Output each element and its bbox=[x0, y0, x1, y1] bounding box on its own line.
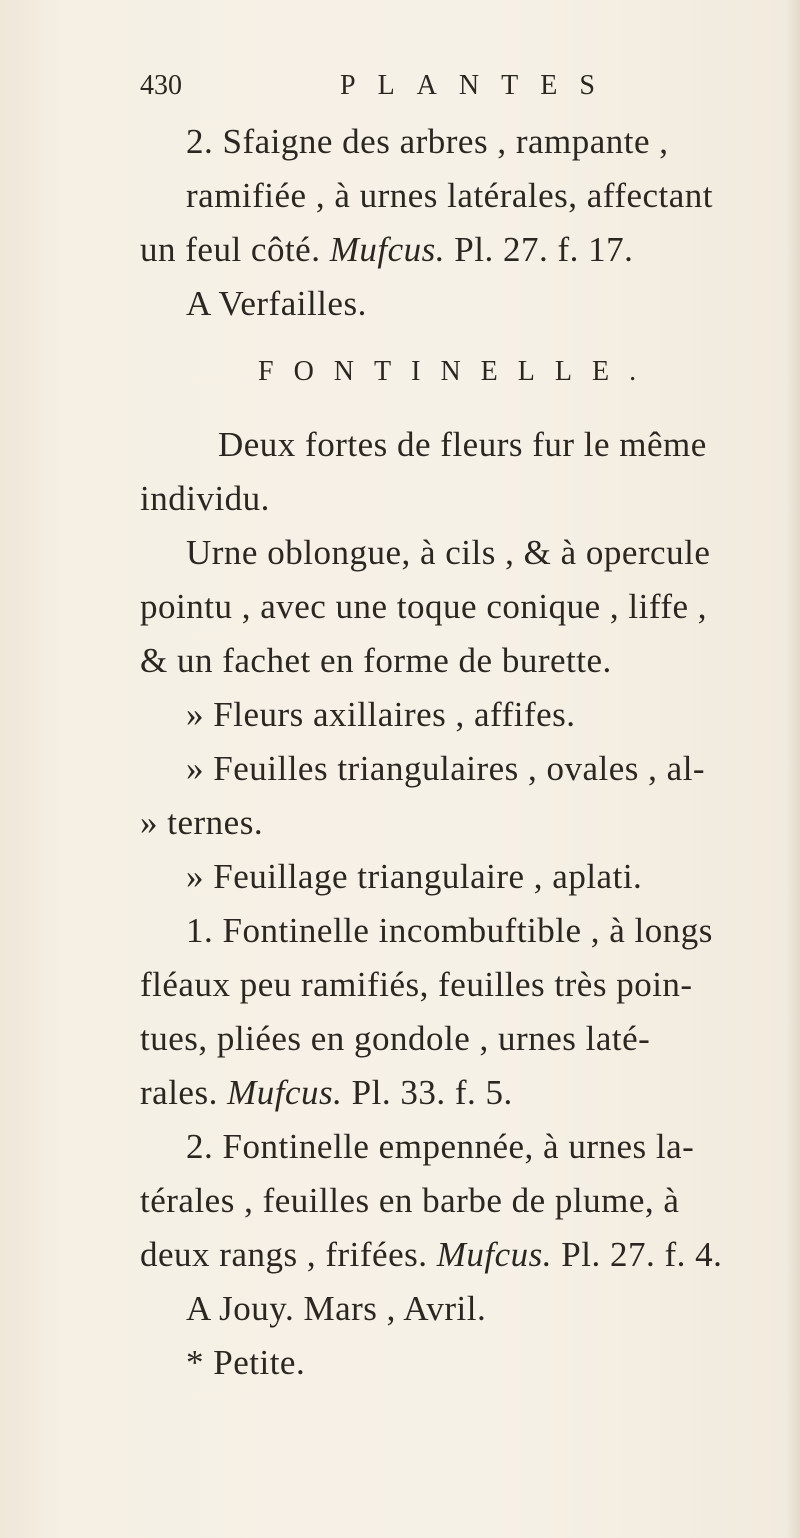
text-span: deux rangs , frifées. bbox=[140, 1235, 437, 1274]
text-line bbox=[186, 284, 367, 324]
page-edge-shadow bbox=[786, 0, 800, 1538]
text-span: rales. bbox=[140, 1073, 228, 1112]
text-line bbox=[140, 587, 707, 627]
text-span: Pl. 27. f. 17. bbox=[445, 230, 634, 269]
page-number: 430 bbox=[140, 70, 182, 101]
text-line bbox=[186, 1127, 694, 1167]
text-span: un feul côté. bbox=[140, 230, 330, 269]
text-line bbox=[140, 1019, 650, 1059]
text-line bbox=[140, 641, 612, 681]
text-line bbox=[140, 1235, 722, 1275]
text-span: tues, pliées en gondole , urnes laté- bbox=[140, 1019, 651, 1058]
text-line bbox=[186, 911, 713, 951]
text-line bbox=[140, 1181, 679, 1221]
text-span: térales , feuilles en barbe de plume, à bbox=[140, 1181, 680, 1220]
text-span: » Feuillage triangulaire , aplati. bbox=[186, 857, 643, 896]
text-line bbox=[186, 176, 713, 216]
text-span: & un fachet en forme de burette. bbox=[140, 641, 612, 680]
text-span: Deux fortes de fleurs fur le même bbox=[218, 425, 707, 464]
text-span: 1. Fontinelle incombuftible , à longs bbox=[186, 911, 713, 950]
text-line bbox=[186, 122, 669, 162]
text-span: 2. Sfaigne des arbres , rampante , bbox=[186, 122, 669, 161]
text-span: A Jouy. Mars , Avril. bbox=[186, 1289, 487, 1328]
text-span: fléaux peu ramifiés, feuilles très poin- bbox=[140, 965, 693, 1004]
text-span: Pl. 33. f. 5. bbox=[342, 1073, 513, 1112]
text-line bbox=[186, 695, 576, 735]
text-span: » Feuilles triangulaires , ovales , al- bbox=[186, 749, 706, 788]
text-span: * Petite. bbox=[186, 1343, 306, 1382]
italic-text: Mufcus. bbox=[436, 1235, 553, 1274]
text-span: 2. Fontinelle empennée, à urnes la- bbox=[186, 1127, 695, 1166]
text-span: A Verfailles. bbox=[186, 284, 367, 323]
text-line bbox=[140, 230, 633, 270]
text-line bbox=[186, 857, 642, 897]
text-span: individu. bbox=[140, 479, 270, 518]
text-line bbox=[140, 479, 270, 519]
text-span: » Fleurs axillaires , affifes. bbox=[186, 695, 576, 734]
text-span: ramifiée , à urnes latérales, affectant bbox=[186, 176, 714, 215]
italic-text: Mufcus. bbox=[329, 230, 446, 269]
running-title: PLANTES bbox=[340, 70, 617, 101]
text-span: » ternes. bbox=[140, 803, 264, 842]
text-line bbox=[186, 533, 710, 573]
text-span: Urne oblongue, à cils , & à opercule bbox=[186, 533, 711, 572]
text-line bbox=[140, 803, 263, 843]
text-line bbox=[218, 425, 707, 465]
text-line bbox=[186, 1343, 305, 1383]
text-span: Pl. 27. f. 4. bbox=[552, 1235, 723, 1274]
text-line bbox=[186, 1289, 486, 1329]
text-line bbox=[140, 1073, 513, 1113]
text-line bbox=[140, 965, 693, 1005]
section-title: FONTINELLE. bbox=[258, 356, 657, 387]
text-line bbox=[186, 749, 705, 789]
italic-text: Mufcus. bbox=[227, 1073, 343, 1112]
text-span: pointu , avec une toque conique , liffe , bbox=[140, 587, 708, 626]
